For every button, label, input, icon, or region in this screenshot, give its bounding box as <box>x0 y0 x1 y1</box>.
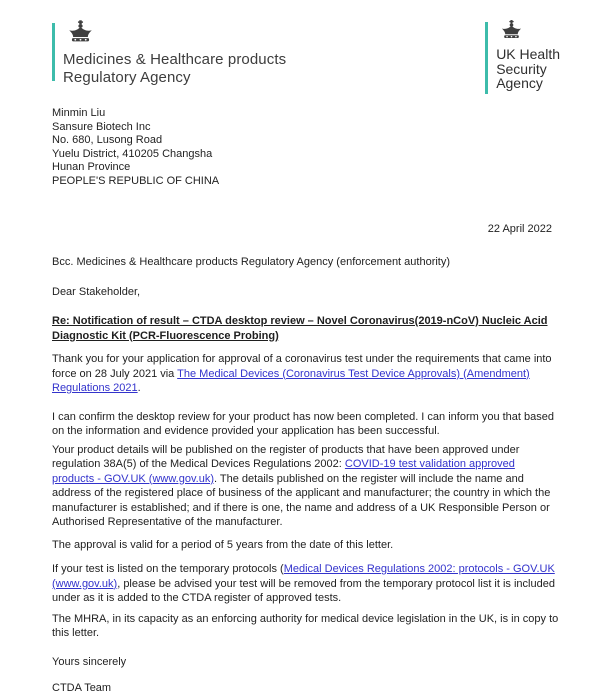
ukhsa-logo <box>485 20 560 94</box>
letter-content <box>52 107 560 696</box>
paragraph <box>52 352 560 396</box>
recipient-country: PEOPLE'S REPUBLIC OF CHINA <box>52 174 220 187</box>
ukhsa-logo-text-line2: Security <box>496 60 547 77</box>
mhra-logo-text-line2: Regulatory Agency <box>63 69 191 86</box>
letter-body <box>52 352 560 641</box>
paragraph-text: Thank you for your application for approval of a coronavirus test under the requirements that came into force on 28 July 2021 via <box>52 353 552 380</box>
paragraph-text: I can confirm the desktop review for your product has now been completed. I can inform you that based on the information and evidence provided your application has been successful. <box>52 410 554 438</box>
mhra-logo <box>52 20 286 87</box>
paragraph-text: Your product details will be published on the register of products that have been approved under regulation 38A(5) of the Medical Devices Regulations 2002: <box>52 443 520 471</box>
paragraph-text: If your test is listed on the temporary protocols ( <box>52 563 284 576</box>
paragraph <box>52 443 560 530</box>
paragraph <box>52 562 560 606</box>
recipient-address <box>52 107 560 189</box>
mhra-logo-text-line1: Medicines & Healthcare products <box>63 51 287 68</box>
ukhsa-logo-text-line1: UK Health <box>496 46 560 62</box>
subject-heading: Re: Notification of result – CTDA desktop review – Novel Coronavirus(2019-nCoV) Nucleic Acid Diagnostic Kit (PCR-Fluorescence Probing) <box>52 315 548 342</box>
paragraph-text: The approval is valid for a period of 5 years from the date of this letter. <box>52 538 394 551</box>
recipient-company: Sansure Biotech Inc <box>52 120 151 133</box>
paragraph <box>52 538 560 553</box>
paragraph <box>52 410 560 439</box>
recipient-province: Hunan Province <box>52 161 131 174</box>
paragraph <box>52 612 560 641</box>
paragraph-text: The MHRA, in its capacity as an enforcing authority for medical device legislation in the UK, is in copy to this letter. <box>52 612 559 640</box>
hyperlink[interactable]: COVID-19 test validation approved products - GOV.UK (www.gov.uk) <box>52 458 515 485</box>
paragraph-text: . <box>137 382 141 395</box>
signoff: Yours sincerely <box>52 655 127 668</box>
hyperlink[interactable]: Medical Devices Regulations 2002: protocols - GOV.UK (www.gov.uk) <box>52 563 555 590</box>
letter-date: 22 April 2022 <box>487 222 552 235</box>
paragraph-text: . The details published on the register will include the name and address of the registered place of business of the applicant and manufacturer; the country in which the manufacturer is established; and if there is one, the name and address of a UK Responsible Person or Authorised Representative of the manufacturer. <box>52 472 551 529</box>
bcc-line: Bcc. Medicines & Healthcare products Regulatory Agency (enforcement authority) <box>52 256 451 269</box>
recipient-district: Yuelu District, 410205 Changsha <box>52 147 213 160</box>
signature: CTDA Team <box>52 682 112 695</box>
ukhsa-logo-text-line3: Agency <box>496 75 543 91</box>
crown-icon <box>67 20 286 49</box>
salutation: Dear Stakeholder, <box>52 285 141 298</box>
paragraph-text: , please be advised your test will be removed from the temporary protocol list it is included under as it is added to the CTDA register of approved tests. <box>52 577 555 605</box>
crown-icon <box>500 20 560 45</box>
recipient-street: No. 680, Lusong Road <box>52 134 163 147</box>
hyperlink[interactable]: The Medical Devices (Coronavirus Test Device Approvals) (Amendment) Regulations 2021 <box>52 367 530 395</box>
recipient-name: Minmin Liu <box>52 107 106 119</box>
letter-header <box>52 20 560 94</box>
